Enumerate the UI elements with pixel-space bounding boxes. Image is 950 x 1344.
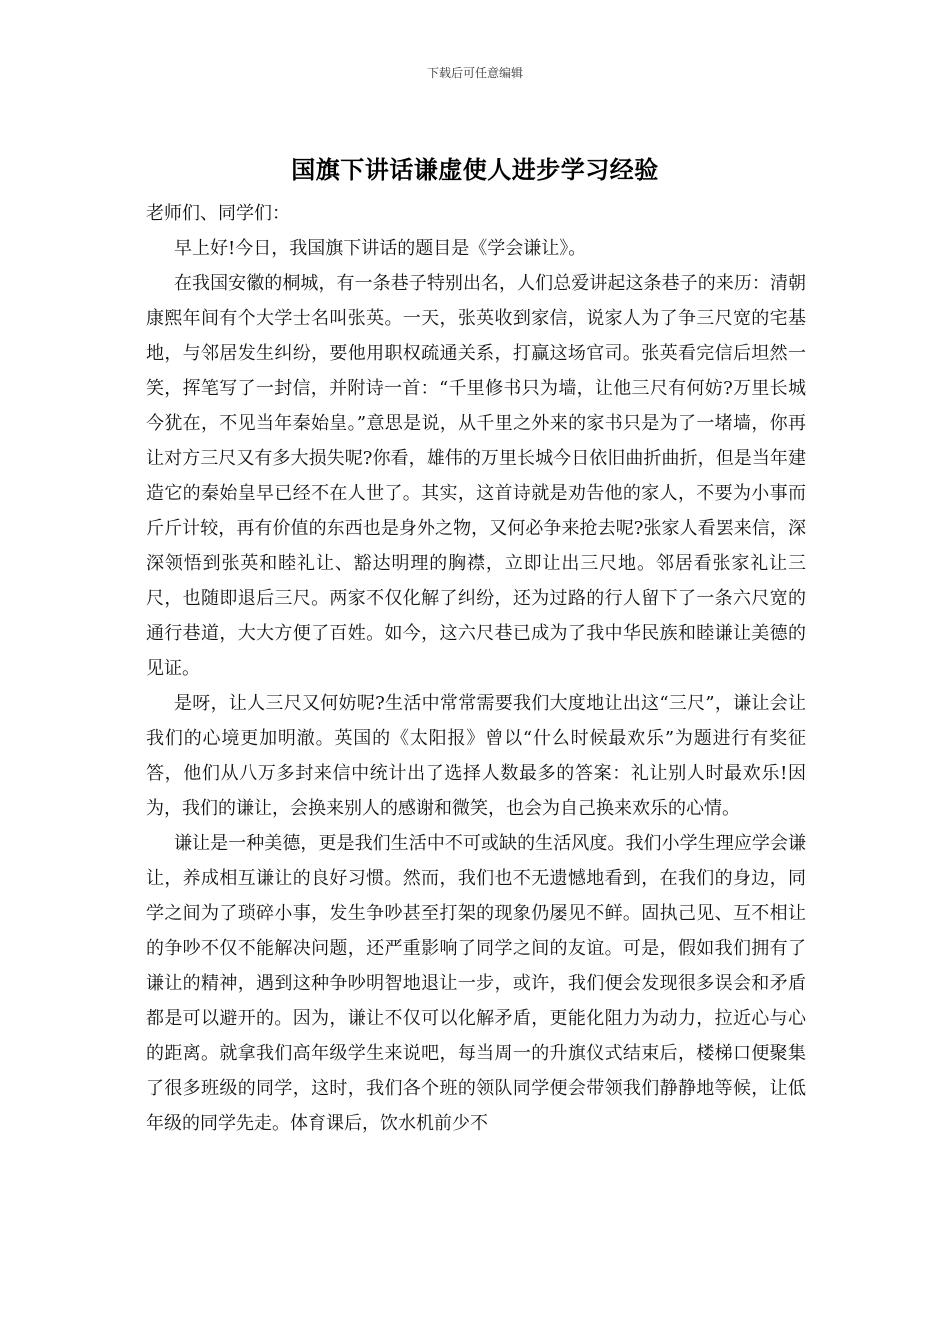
paragraph-story: 在我国安徽的桐城，有一条巷子特别出名，人们总爱讲起这条巷子的来历：清朝康熙年间有个大学士名叫张英。一天，张英收到家信，说家人为了争三尺宽的宅基地，与邻居发生纠纷，要他用职权疏通关系，打赢这场官司。张英看完信后坦然一笑，挥笔写了一封信，并附诗一首：“千里修书只为墙，让他三尺有何妨?万里长城今犹在，不见当年秦始皇。”意思是说，从千里之外来的家书只是为了一堵墙，你再让对方三尺又有多大损失呢?你看，雄伟的万里长城今日依旧曲折曲折，但是当年建造它的秦始皇早已经不在人世了。其实，这首诗就是劝告他的家人，不要为小事而斤斤计较，再有价值的东西也是身外之物，又何必争来抢去呢?张家人看罢来信，深深领悟到张英和睦礼让、豁达明理的胸襟，立即让出三尺地。邻居看张家礼让三尺，也随即退后三尺。两家不仅化解了纠纷，还为过路的行人留下了一条六尺宽的通行巷道，大大方便了百姓。如今，这六尺巷已成为了我中华民族和睦谦让美德的见证。	[146, 273, 806, 679]
header-note: 下载后可任意编辑	[426, 66, 523, 80]
greeting-line: 老师们、同学们：	[146, 203, 290, 224]
document-body	[146, 196, 806, 1141]
paragraph-reflection: 是呀，让人三尺又何妨呢?生活中常常需要我们大度地让出这“三尺”，谦让会让我们的心境更加明澈。英国的《太阳报》曾以“什么时候最欢乐”为题进行有奖征答，他们从八万多封来信中统计出了选择人数最多的答案：礼让别人时最欢乐!因为，我们的谦让，会换来别人的感谢和微笑，也会为自己换来欢乐的心情。	[146, 693, 806, 819]
document-title: 国旗下讲话谦虚使人进步学习经验	[291, 156, 659, 184]
paragraph-opening: 早上好!今日，我国旗下讲话的题目是《学会谦让》。	[174, 238, 587, 259]
paragraph-virtue: 谦让是一种美德，更是我们生活中不可或缺的生活风度。我们小学生理应学会谦让，养成相互谦让的良好习惯。然而，我们也不无遗憾地看到，在我们的身边，同学之间为了琐碎小事，发生争吵甚至打架的现象仍屡见不鲜。固执己见、互不相让的争吵不仅不能解决问题，还严重影响了同学之间的友谊。可是，假如我们拥有了谦让的精神，遇到这种争吵明智地退让一步，或许，我们便会发现很多误会和矛盾都是可以避开的。因为，谦让不仅可以化解矛盾，更能化阻力为动力，拉近心与心的距离。就拿我们高年级学生来说吧，每当周一的升旗仪式结束后，楼梯口便聚集了很多班级的同学，这时，我们各个班的领队同学便会带领我们静静地等候，让低年级的同学先走。体育课后，饮水机前少不	[146, 833, 806, 1134]
